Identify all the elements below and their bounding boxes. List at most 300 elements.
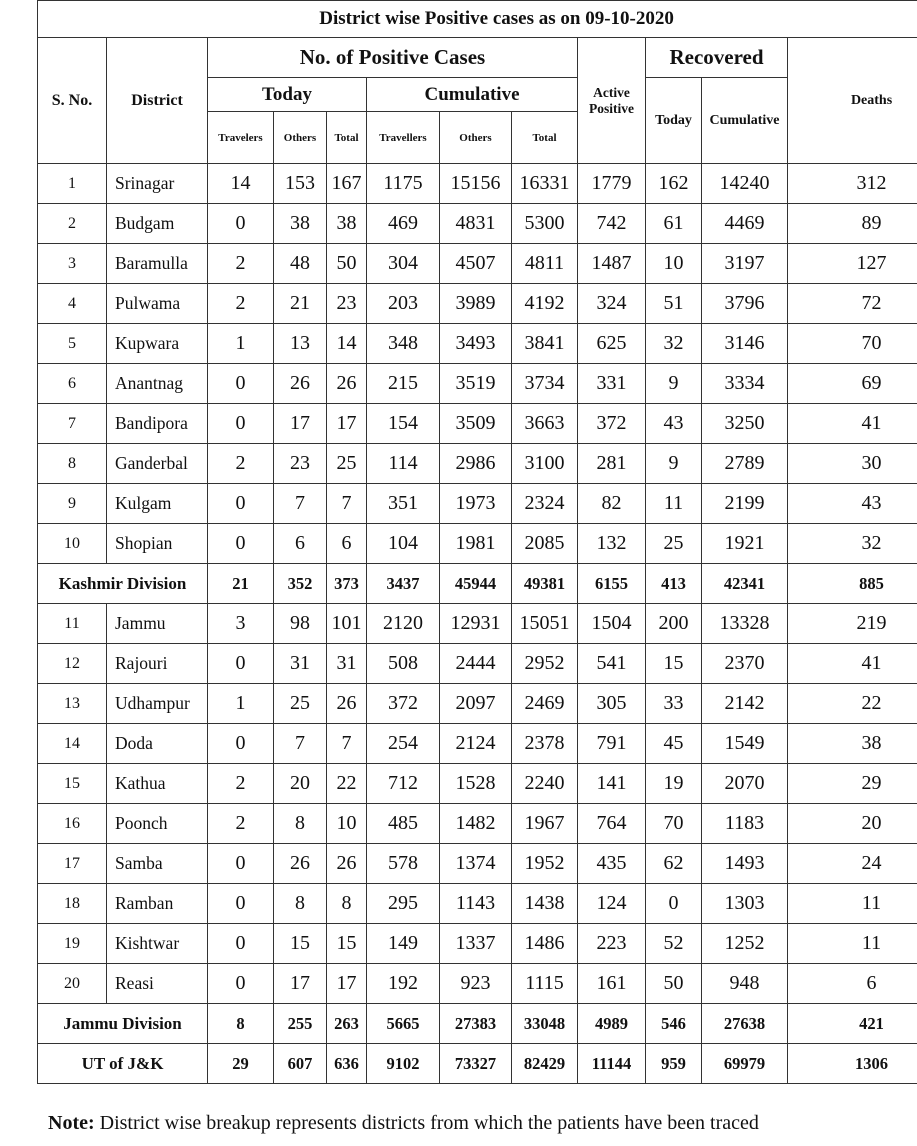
district-cell: Jammu: [107, 604, 208, 644]
value-cell: 3334: [702, 364, 788, 404]
value-cell: 26: [327, 684, 367, 724]
value-cell: 14240: [702, 164, 788, 204]
value-cell: 469: [367, 204, 440, 244]
value-cell: 3989: [440, 284, 512, 324]
district-cell: Doda: [107, 724, 208, 764]
value-cell: 200: [646, 604, 702, 644]
district-cell: Anantnag: [107, 364, 208, 404]
sno-header: S. No.: [38, 38, 107, 164]
value-cell: 22: [327, 764, 367, 804]
value-cell: 26: [327, 844, 367, 884]
value-cell: 1143: [440, 884, 512, 924]
value-cell: 17: [274, 964, 327, 1004]
value-cell: 0: [208, 964, 274, 1004]
table-row: [38, 924, 917, 964]
value-cell: 20: [788, 804, 917, 844]
value-cell: 541: [578, 644, 646, 684]
serial-number-cell: 14: [38, 724, 107, 764]
table-row: [38, 964, 917, 1004]
district-cell: Kulgam: [107, 484, 208, 524]
active-label: Active: [593, 84, 630, 100]
serial-number-cell: 17: [38, 844, 107, 884]
value-cell: 1175: [367, 164, 440, 204]
value-cell: 3250: [702, 404, 788, 444]
value-cell: 2120: [367, 604, 440, 644]
value-cell: 1493: [702, 844, 788, 884]
table-row: [38, 804, 917, 844]
total-value-cell: 42341: [702, 564, 788, 604]
value-cell: 1504: [578, 604, 646, 644]
value-cell: 2370: [702, 644, 788, 684]
value-cell: 161: [578, 964, 646, 1004]
value-cell: 578: [367, 844, 440, 884]
value-cell: 154: [367, 404, 440, 444]
table-row: [38, 324, 917, 364]
value-cell: 1438: [512, 884, 578, 924]
value-cell: 6: [788, 964, 917, 1004]
total-value-cell: 255: [274, 1004, 327, 1044]
value-cell: 167: [327, 164, 367, 204]
value-cell: 192: [367, 964, 440, 1004]
value-cell: 127: [788, 244, 917, 284]
value-cell: 0: [208, 364, 274, 404]
total-value-cell: 6155: [578, 564, 646, 604]
value-cell: 3197: [702, 244, 788, 284]
total-value-cell: 373: [327, 564, 367, 604]
district-cell: Rajouri: [107, 644, 208, 684]
value-cell: 41: [788, 404, 917, 444]
value-cell: 10: [646, 244, 702, 284]
total-value-cell: 959: [646, 1044, 702, 1084]
value-cell: 742: [578, 204, 646, 244]
serial-number-cell: 1: [38, 164, 107, 204]
value-cell: 31: [327, 644, 367, 684]
district-cell: Ramban: [107, 884, 208, 924]
value-cell: 2: [208, 764, 274, 804]
value-cell: 3796: [702, 284, 788, 324]
value-cell: 312: [788, 164, 917, 204]
value-cell: 1303: [702, 884, 788, 924]
value-cell: 11: [646, 484, 702, 524]
value-cell: 62: [646, 844, 702, 884]
today-header: Today: [208, 78, 367, 112]
value-cell: 3493: [440, 324, 512, 364]
value-cell: 31: [274, 644, 327, 684]
value-cell: 1967: [512, 804, 578, 844]
division-label-cell: Kashmir Division: [38, 564, 208, 604]
value-cell: 351: [367, 484, 440, 524]
table-row: [38, 484, 917, 524]
district-header: District: [107, 38, 208, 164]
value-cell: 12931: [440, 604, 512, 644]
value-cell: 41: [788, 644, 917, 684]
value-cell: 11: [788, 924, 917, 964]
value-cell: 791: [578, 724, 646, 764]
value-cell: 17: [274, 404, 327, 444]
positive-cases-table: [37, 0, 917, 1084]
district-cell: Pulwama: [107, 284, 208, 324]
district-cell: Ganderbal: [107, 444, 208, 484]
total-value-cell: 11144: [578, 1044, 646, 1084]
value-cell: 3509: [440, 404, 512, 444]
value-cell: 15: [646, 644, 702, 684]
division-label-cell: UT of J&K: [38, 1044, 208, 1084]
value-cell: 19: [646, 764, 702, 804]
value-cell: 7: [274, 724, 327, 764]
value-cell: 8: [274, 804, 327, 844]
value-cell: 0: [208, 524, 274, 564]
value-cell: 5300: [512, 204, 578, 244]
jammu-division-row: [38, 1004, 917, 1044]
table-row: [38, 204, 917, 244]
serial-number-cell: 5: [38, 324, 107, 364]
value-cell: 26: [274, 844, 327, 884]
value-cell: 51: [646, 284, 702, 324]
value-cell: 89: [788, 204, 917, 244]
total-value-cell: 27383: [440, 1004, 512, 1044]
value-cell: 43: [646, 404, 702, 444]
value-cell: 4507: [440, 244, 512, 284]
district-cell: Srinagar: [107, 164, 208, 204]
value-cell: 0: [208, 204, 274, 244]
district-cell: Baramulla: [107, 244, 208, 284]
value-cell: 1: [208, 684, 274, 724]
value-cell: 153: [274, 164, 327, 204]
value-cell: 254: [367, 724, 440, 764]
value-cell: 281: [578, 444, 646, 484]
kashmir-division-row: [38, 564, 917, 604]
value-cell: 2444: [440, 644, 512, 684]
ut-total-row: [38, 1044, 917, 1084]
serial-number-cell: 2: [38, 204, 107, 244]
total-value-cell: 27638: [702, 1004, 788, 1044]
value-cell: 0: [208, 924, 274, 964]
table-header: [38, 1, 917, 164]
value-cell: 923: [440, 964, 512, 1004]
total-value-cell: 413: [646, 564, 702, 604]
value-cell: 331: [578, 364, 646, 404]
table-row: [38, 764, 917, 804]
value-cell: 25: [646, 524, 702, 564]
value-cell: 1115: [512, 964, 578, 1004]
value-cell: 0: [208, 724, 274, 764]
value-cell: 38: [788, 724, 917, 764]
value-cell: 15156: [440, 164, 512, 204]
serial-number-cell: 10: [38, 524, 107, 564]
value-cell: 4811: [512, 244, 578, 284]
value-cell: 141: [578, 764, 646, 804]
value-cell: 21: [274, 284, 327, 324]
total-value-cell: 21: [208, 564, 274, 604]
value-cell: 0: [208, 844, 274, 884]
district-cell: Poonch: [107, 804, 208, 844]
serial-number-cell: 4: [38, 284, 107, 324]
total-header: Total: [327, 112, 367, 164]
value-cell: 1: [208, 324, 274, 364]
serial-number-cell: 3: [38, 244, 107, 284]
value-cell: 348: [367, 324, 440, 364]
district-cell: Reasi: [107, 964, 208, 1004]
value-cell: 38: [327, 204, 367, 244]
district-cell: Kishtwar: [107, 924, 208, 964]
serial-number-cell: 8: [38, 444, 107, 484]
value-cell: 13328: [702, 604, 788, 644]
value-cell: 6: [274, 524, 327, 564]
active-positive-header: [578, 38, 646, 164]
value-cell: 29: [788, 764, 917, 804]
total-value-cell: 263: [327, 1004, 367, 1044]
value-cell: 2469: [512, 684, 578, 724]
value-cell: 32: [646, 324, 702, 364]
total-value-cell: 1306: [788, 1044, 917, 1084]
value-cell: 0: [208, 644, 274, 684]
table-body: [38, 164, 917, 1084]
value-cell: 38: [274, 204, 327, 244]
value-cell: 1528: [440, 764, 512, 804]
total-value-cell: 33048: [512, 1004, 578, 1044]
value-cell: 295: [367, 884, 440, 924]
total-value-cell: 8: [208, 1004, 274, 1044]
table-row: [38, 604, 917, 644]
value-cell: 2199: [702, 484, 788, 524]
value-cell: 2986: [440, 444, 512, 484]
recovered-cumulative-header: Cumulative: [702, 78, 788, 164]
value-cell: 1252: [702, 924, 788, 964]
value-cell: 4831: [440, 204, 512, 244]
value-cell: 26: [327, 364, 367, 404]
table-row: [38, 644, 917, 684]
value-cell: 0: [208, 404, 274, 444]
value-cell: 22: [788, 684, 917, 724]
positive-cases-header: No. of Positive Cases: [208, 38, 578, 78]
value-cell: 3: [208, 604, 274, 644]
value-cell: 70: [646, 804, 702, 844]
value-cell: 82: [578, 484, 646, 524]
serial-number-cell: 16: [38, 804, 107, 844]
table-row: [38, 444, 917, 484]
serial-number-cell: 15: [38, 764, 107, 804]
recovered-header: Recovered: [646, 38, 788, 78]
district-cell: Budgam: [107, 204, 208, 244]
value-cell: 14: [327, 324, 367, 364]
value-cell: 3663: [512, 404, 578, 444]
district-cell: Udhampur: [107, 684, 208, 724]
value-cell: 508: [367, 644, 440, 684]
value-cell: 2070: [702, 764, 788, 804]
table-row: [38, 244, 917, 284]
value-cell: 1183: [702, 804, 788, 844]
footnote: [48, 1112, 759, 1135]
value-cell: 11: [788, 884, 917, 924]
value-cell: 223: [578, 924, 646, 964]
value-cell: 3734: [512, 364, 578, 404]
value-cell: 215: [367, 364, 440, 404]
value-cell: 13: [274, 324, 327, 364]
cumulative-header: Cumulative: [367, 78, 578, 112]
value-cell: 114: [367, 444, 440, 484]
value-cell: 72: [788, 284, 917, 324]
travellers-header: Travellers: [367, 112, 440, 164]
value-cell: 7: [274, 484, 327, 524]
value-cell: 2789: [702, 444, 788, 484]
total-value-cell: 9102: [367, 1044, 440, 1084]
value-cell: 45: [646, 724, 702, 764]
value-cell: 1779: [578, 164, 646, 204]
table-row: [38, 364, 917, 404]
value-cell: 15: [274, 924, 327, 964]
value-cell: 132: [578, 524, 646, 564]
value-cell: 17: [327, 964, 367, 1004]
value-cell: 32: [788, 524, 917, 564]
value-cell: 3841: [512, 324, 578, 364]
total-value-cell: 636: [327, 1044, 367, 1084]
value-cell: 372: [367, 684, 440, 724]
table-title: District wise Positive cases as on 09-10-2020: [38, 1, 917, 38]
serial-number-cell: 9: [38, 484, 107, 524]
district-cell: Samba: [107, 844, 208, 884]
serial-number-cell: 13: [38, 684, 107, 724]
value-cell: 33: [646, 684, 702, 724]
serial-number-cell: 18: [38, 884, 107, 924]
value-cell: 2: [208, 804, 274, 844]
deaths-header: Deaths: [788, 38, 917, 164]
value-cell: 50: [646, 964, 702, 1004]
total-value-cell: 352: [274, 564, 327, 604]
value-cell: 764: [578, 804, 646, 844]
serial-number-cell: 20: [38, 964, 107, 1004]
total-value-cell: 49381: [512, 564, 578, 604]
value-cell: 435: [578, 844, 646, 884]
value-cell: 2378: [512, 724, 578, 764]
travelers-header: Travelers: [208, 112, 274, 164]
value-cell: 625: [578, 324, 646, 364]
value-cell: 1482: [440, 804, 512, 844]
total-value-cell: 885: [788, 564, 917, 604]
value-cell: 203: [367, 284, 440, 324]
total-value-cell: 29: [208, 1044, 274, 1084]
serial-number-cell: 12: [38, 644, 107, 684]
value-cell: 162: [646, 164, 702, 204]
district-cell: Kupwara: [107, 324, 208, 364]
value-cell: 10: [327, 804, 367, 844]
positive-label: Positive: [589, 100, 634, 116]
value-cell: 8: [327, 884, 367, 924]
value-cell: 6: [327, 524, 367, 564]
table-row: [38, 164, 917, 204]
value-cell: 26: [274, 364, 327, 404]
note-text: District wise breakup represents districts from which the patients have been traced: [94, 1112, 759, 1134]
value-cell: 0: [208, 884, 274, 924]
value-cell: 101: [327, 604, 367, 644]
value-cell: 7: [327, 724, 367, 764]
value-cell: 104: [367, 524, 440, 564]
value-cell: 149: [367, 924, 440, 964]
value-cell: 7: [327, 484, 367, 524]
total-value-cell: 73327: [440, 1044, 512, 1084]
report-sheet: [37, 0, 917, 1084]
total-value-cell: 3437: [367, 564, 440, 604]
value-cell: 70: [788, 324, 917, 364]
value-cell: 2: [208, 284, 274, 324]
value-cell: 25: [327, 444, 367, 484]
value-cell: 1337: [440, 924, 512, 964]
value-cell: 16331: [512, 164, 578, 204]
value-cell: 25: [274, 684, 327, 724]
table-row: [38, 524, 917, 564]
value-cell: 23: [327, 284, 367, 324]
district-cell: Bandipora: [107, 404, 208, 444]
value-cell: 43: [788, 484, 917, 524]
total-value-cell: 69979: [702, 1044, 788, 1084]
table-row: [38, 684, 917, 724]
total-value-cell: 45944: [440, 564, 512, 604]
total-value-cell: 82429: [512, 1044, 578, 1084]
value-cell: 948: [702, 964, 788, 1004]
value-cell: 2324: [512, 484, 578, 524]
value-cell: 24: [788, 844, 917, 884]
value-cell: 69: [788, 364, 917, 404]
serial-number-cell: 19: [38, 924, 107, 964]
value-cell: 2952: [512, 644, 578, 684]
total-value-cell: 546: [646, 1004, 702, 1044]
value-cell: 98: [274, 604, 327, 644]
value-cell: 30: [788, 444, 917, 484]
total-value-cell: 607: [274, 1044, 327, 1084]
value-cell: 2240: [512, 764, 578, 804]
cumulative-total-header: Total: [512, 112, 578, 164]
value-cell: 1921: [702, 524, 788, 564]
value-cell: 4469: [702, 204, 788, 244]
table-row: [38, 724, 917, 764]
total-value-cell: 5665: [367, 1004, 440, 1044]
value-cell: 485: [367, 804, 440, 844]
value-cell: 2: [208, 444, 274, 484]
value-cell: 14: [208, 164, 274, 204]
value-cell: 304: [367, 244, 440, 284]
value-cell: 3146: [702, 324, 788, 364]
value-cell: 3100: [512, 444, 578, 484]
value-cell: 50: [327, 244, 367, 284]
table-row: [38, 284, 917, 324]
others-header: Others: [274, 112, 327, 164]
value-cell: 1981: [440, 524, 512, 564]
total-value-cell: 421: [788, 1004, 917, 1044]
value-cell: 372: [578, 404, 646, 444]
value-cell: 23: [274, 444, 327, 484]
value-cell: 1374: [440, 844, 512, 884]
table-row: [38, 404, 917, 444]
value-cell: 124: [578, 884, 646, 924]
value-cell: 2142: [702, 684, 788, 724]
value-cell: 15: [327, 924, 367, 964]
value-cell: 4192: [512, 284, 578, 324]
value-cell: 20: [274, 764, 327, 804]
value-cell: 1486: [512, 924, 578, 964]
value-cell: 1952: [512, 844, 578, 884]
value-cell: 1973: [440, 484, 512, 524]
value-cell: 17: [327, 404, 367, 444]
note-label: Note:: [48, 1112, 95, 1134]
value-cell: 9: [646, 444, 702, 484]
value-cell: 2124: [440, 724, 512, 764]
value-cell: 15051: [512, 604, 578, 644]
table-row: [38, 884, 917, 924]
value-cell: 712: [367, 764, 440, 804]
cumulative-others-header: Others: [440, 112, 512, 164]
value-cell: 8: [274, 884, 327, 924]
value-cell: 2085: [512, 524, 578, 564]
district-cell: Kathua: [107, 764, 208, 804]
